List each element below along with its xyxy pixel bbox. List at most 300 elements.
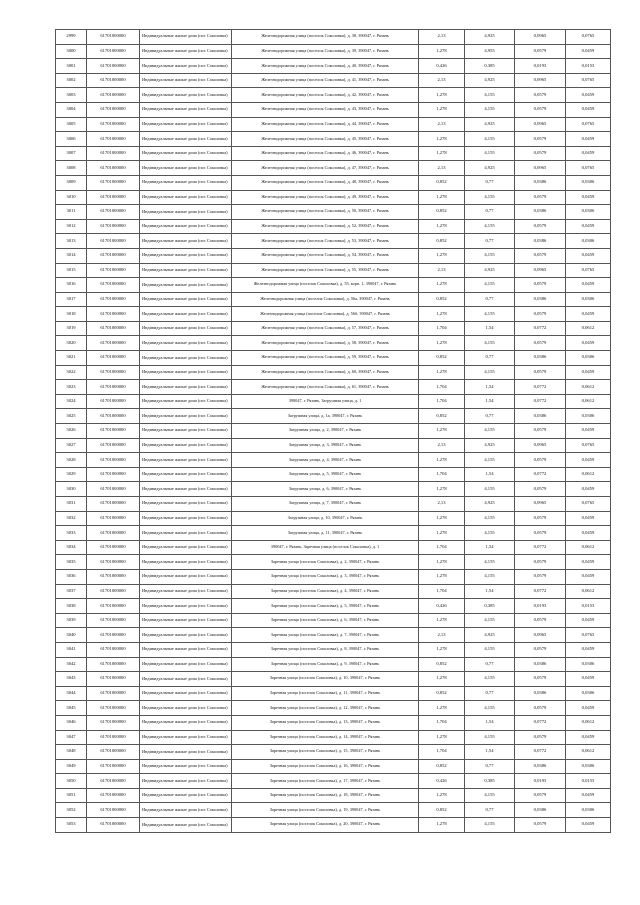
value-3-cell: 0,0965 — [515, 117, 566, 132]
building-type-cell: Индивидуальные жилые дома (пос Соколовка) — [140, 73, 232, 88]
value-4-cell: 0,0612 — [566, 394, 611, 409]
address-cell: Железнодорожная улица (поселок Соколовка), д. 46, 390047, г. Рязань — [232, 146, 419, 161]
value-1-cell: 0,852 — [419, 175, 465, 190]
table-row — [56, 526, 611, 541]
building-type-cell: Индивидуальные жилые дома (пос Соколовка) — [140, 394, 232, 409]
address-cell: Загрушная улица, д. 11, 390047, г. Рязань — [232, 526, 419, 541]
value-2-cell: 4,155 — [465, 424, 515, 439]
address-cell: Заречная улица (поселок Соколовка), д. 15, 390047, г. Рязань — [232, 745, 419, 760]
building-type-cell: Индивидуальные жилые дома (пос Соколовка) — [140, 686, 232, 701]
row-number-cell: 3017 — [56, 292, 87, 307]
value-1-cell: 1,278 — [419, 88, 465, 103]
value-1-cell: 1,278 — [419, 526, 465, 541]
row-number-cell: 3021 — [56, 351, 87, 366]
value-2-cell: 4,155 — [465, 672, 515, 687]
row-number-cell: 3028 — [56, 453, 87, 468]
oktmo-code-cell: 61701000000 — [87, 132, 140, 147]
address-cell: Железнодорожная улица (поселок Соколовка), д. 56а, 390047, г. Рязань — [232, 292, 419, 307]
address-cell: Загрушная улица, д. 5, 390047, г. Рязань — [232, 467, 419, 482]
building-type-cell: Индивидуальные жилые дома (пос Соколовка) — [140, 774, 232, 789]
table-row — [56, 818, 611, 833]
table-row — [56, 292, 611, 307]
building-type-cell: Индивидуальные жилые дома (пос Соколовка) — [140, 759, 232, 774]
oktmo-code-cell: 61701000000 — [87, 394, 140, 409]
value-3-cell: 0,0579 — [515, 672, 566, 687]
row-number-cell: 3027 — [56, 438, 87, 453]
building-type-cell: Индивидуальные жилые дома (пос Соколовка) — [140, 540, 232, 555]
value-1-cell: 1,278 — [419, 132, 465, 147]
row-number-cell: 3023 — [56, 380, 87, 395]
building-type-cell: Индивидуальные жилые дома (пос Соколовка) — [140, 438, 232, 453]
row-number-cell: 3012 — [56, 219, 87, 234]
value-2-cell: 0,77 — [465, 234, 515, 249]
value-1-cell: 1,278 — [419, 190, 465, 205]
value-2-cell: 4,155 — [465, 336, 515, 351]
table-row — [56, 321, 611, 336]
value-2-cell: 4,925 — [465, 438, 515, 453]
address-cell: Железнодорожная улица (поселок Соколовка), д. 42, 390047, г. Рязань — [232, 88, 419, 103]
value-4-cell: 0,0153 — [566, 599, 611, 614]
value-1-cell: 2,13 — [419, 263, 465, 278]
building-type-cell: Индивидуальные жилые дома (пос Соколовка) — [140, 584, 232, 599]
value-1-cell: 1,278 — [419, 511, 465, 526]
value-4-cell: 0,0459 — [566, 482, 611, 497]
address-cell: Загрушная улица, д. 3, 390047, г. Рязань — [232, 438, 419, 453]
building-type-cell: Индивидуальные жилые дома (пос Соколовка) — [140, 59, 232, 74]
oktmo-code-cell: 61701000000 — [87, 175, 140, 190]
value-4-cell: 0,0765 — [566, 73, 611, 88]
value-1-cell: 1,278 — [419, 730, 465, 745]
address-cell: Заречная улица (поселок Соколовка), д. 18, 390047, г. Рязань — [232, 788, 419, 803]
address-cell: Железнодорожная улица (поселок Соколовка), д. 43, 390047, г. Рязань — [232, 102, 419, 117]
value-3-cell: 0,0579 — [515, 132, 566, 147]
value-2-cell: 0,77 — [465, 292, 515, 307]
building-type-cell: Индивидуальные жилые дома (пос Соколовка) — [140, 234, 232, 249]
value-1-cell: 2,13 — [419, 117, 465, 132]
address-cell: Заречная улица (поселок Соколовка), д. 14, 390047, г. Рязань — [232, 730, 419, 745]
address-cell: Заречная улица (поселок Соколовка), д. 10, 390047, г. Рязань — [232, 672, 419, 687]
document-sheet — [55, 29, 610, 833]
oktmo-code-cell: 61701000000 — [87, 146, 140, 161]
value-2-cell: 4,155 — [465, 818, 515, 833]
oktmo-code-cell: 61701000000 — [87, 292, 140, 307]
value-3-cell: 0,0772 — [515, 394, 566, 409]
value-3-cell: 0,0579 — [515, 278, 566, 293]
oktmo-code-cell: 61701000000 — [87, 628, 140, 643]
address-cell: Железнодорожная улица (поселок Соколовка), д. 55, 390047, г. Рязань — [232, 263, 419, 278]
value-2-cell: 1,54 — [465, 715, 515, 730]
value-3-cell: 0,0386 — [515, 409, 566, 424]
value-2-cell: 1,54 — [465, 540, 515, 555]
building-type-cell: Индивидуальные жилые дома (пос Соколовка) — [140, 569, 232, 584]
building-type-cell: Индивидуальные жилые дома (пос Соколовка) — [140, 788, 232, 803]
value-4-cell: 0,0306 — [566, 234, 611, 249]
building-type-cell: Индивидуальные жилые дома (пос Соколовка) — [140, 30, 232, 45]
value-1-cell: 0,852 — [419, 803, 465, 818]
oktmo-code-cell: 61701000000 — [87, 686, 140, 701]
oktmo-code-cell: 61701000000 — [87, 321, 140, 336]
value-3-cell: 0,0193 — [515, 59, 566, 74]
value-3-cell: 0,0386 — [515, 292, 566, 307]
value-1-cell: 1,704 — [419, 467, 465, 482]
table-row — [56, 175, 611, 190]
building-type-cell: Индивидуальные жилые дома (пос Соколовка) — [140, 190, 232, 205]
building-type-cell: Индивидуальные жилые дома (пос Соколовка) — [140, 672, 232, 687]
value-4-cell: 0,0459 — [566, 569, 611, 584]
table-row — [56, 482, 611, 497]
row-number-cell: 3050 — [56, 774, 87, 789]
value-3-cell: 0,0579 — [515, 424, 566, 439]
value-4-cell: 0,0765 — [566, 263, 611, 278]
oktmo-code-cell: 61701000000 — [87, 657, 140, 672]
value-3-cell: 0,0579 — [515, 482, 566, 497]
oktmo-code-cell: 61701000000 — [87, 526, 140, 541]
value-3-cell: 0,0386 — [515, 175, 566, 190]
address-cell: Загрушная улица, д. 7, 390047, г. Рязань — [232, 497, 419, 512]
building-type-cell: Индивидуальные жилые дома (пос Соколовка) — [140, 424, 232, 439]
value-1-cell: 2,13 — [419, 628, 465, 643]
value-4-cell: 0,0459 — [566, 132, 611, 147]
value-2-cell: 0,385 — [465, 599, 515, 614]
row-number-cell: 3053 — [56, 818, 87, 833]
building-type-cell: Индивидуальные жилые дома (пос Соколовка) — [140, 292, 232, 307]
oktmo-code-cell: 61701000000 — [87, 219, 140, 234]
table-row — [56, 715, 611, 730]
table-row — [56, 248, 611, 263]
row-number-cell: 3011 — [56, 205, 87, 220]
value-2-cell: 1,54 — [465, 321, 515, 336]
oktmo-code-cell: 61701000000 — [87, 73, 140, 88]
value-2-cell: 1,54 — [465, 380, 515, 395]
address-cell: Железнодорожная улица (поселок Соколовка), д. 56б, 390047, г. Рязань — [232, 307, 419, 322]
address-cell: 390047, г. Рязань, Загрушная улица, д. 1 — [232, 394, 419, 409]
table-row — [56, 30, 611, 45]
oktmo-code-cell: 61701000000 — [87, 30, 140, 45]
building-type-cell: Индивидуальные жилые дома (пос Соколовка) — [140, 628, 232, 643]
value-4-cell: 0,0612 — [566, 584, 611, 599]
value-1-cell: 0,852 — [419, 657, 465, 672]
value-2-cell: 4,155 — [465, 730, 515, 745]
value-2-cell: 4,155 — [465, 701, 515, 716]
value-3-cell: 0,0965 — [515, 438, 566, 453]
oktmo-code-cell: 61701000000 — [87, 190, 140, 205]
value-4-cell: 0,0459 — [566, 146, 611, 161]
address-cell: Заречная улица (поселок Соколовка), д. 2, 390047, г. Рязань — [232, 555, 419, 570]
building-type-cell: Индивидуальные жилые дома (пос Соколовка) — [140, 701, 232, 716]
value-1-cell: 1,278 — [419, 102, 465, 117]
value-1-cell: 0,852 — [419, 292, 465, 307]
row-number-cell: 3014 — [56, 248, 87, 263]
value-1-cell: 1,278 — [419, 555, 465, 570]
row-number-cell: 3024 — [56, 394, 87, 409]
building-type-cell: Индивидуальные жилые дома (пос Соколовка) — [140, 642, 232, 657]
building-type-cell: Индивидуальные жилые дома (пос Соколовка) — [140, 248, 232, 263]
value-3-cell: 0,0579 — [515, 818, 566, 833]
table-row — [56, 219, 611, 234]
value-3-cell: 0,0386 — [515, 759, 566, 774]
value-4-cell: 0,0459 — [566, 102, 611, 117]
value-2-cell: 4,155 — [465, 307, 515, 322]
oktmo-code-cell: 61701000000 — [87, 730, 140, 745]
building-type-cell: Индивидуальные жилые дома (пос Соколовка) — [140, 351, 232, 366]
address-cell: Железнодорожная улица (поселок Соколовка), д. 47, 390047, г. Рязань — [232, 161, 419, 176]
table-row — [56, 599, 611, 614]
value-4-cell: 0,0459 — [566, 365, 611, 380]
value-3-cell: 0,0579 — [515, 569, 566, 584]
building-type-cell: Индивидуальные жилые дома (пос Соколовка) — [140, 511, 232, 526]
value-1-cell: 2,13 — [419, 438, 465, 453]
value-4-cell: 0,0459 — [566, 526, 611, 541]
table-row — [56, 657, 611, 672]
value-2-cell: 4,155 — [465, 642, 515, 657]
oktmo-code-cell: 61701000000 — [87, 424, 140, 439]
value-4-cell: 0,0459 — [566, 336, 611, 351]
address-cell: Загрушная улица, д. 10, 390047, г. Рязань — [232, 511, 419, 526]
value-1-cell: 0,852 — [419, 205, 465, 220]
value-2-cell: 4,155 — [465, 88, 515, 103]
value-1-cell: 1,278 — [419, 701, 465, 716]
value-4-cell: 0,0459 — [566, 672, 611, 687]
value-2-cell: 4,155 — [465, 788, 515, 803]
value-2-cell: 4,155 — [465, 569, 515, 584]
value-2-cell: 4,155 — [465, 453, 515, 468]
address-cell: Железнодорожная улица (поселок Соколовка), д. 44, 390047, г. Рязань — [232, 117, 419, 132]
value-3-cell: 0,0965 — [515, 628, 566, 643]
oktmo-code-cell: 61701000000 — [87, 818, 140, 833]
value-1-cell: 1,278 — [419, 248, 465, 263]
row-number-cell: 3037 — [56, 584, 87, 599]
oktmo-code-cell: 61701000000 — [87, 467, 140, 482]
value-4-cell: 0,0612 — [566, 467, 611, 482]
table-row — [56, 540, 611, 555]
value-3-cell: 0,0386 — [515, 657, 566, 672]
address-cell: Железнодорожная улица (поселок Соколовка), д. 50, 390047, г. Рязань — [232, 205, 419, 220]
value-1-cell: 1,278 — [419, 365, 465, 380]
value-1-cell: 1,278 — [419, 307, 465, 322]
oktmo-code-cell: 61701000000 — [87, 584, 140, 599]
value-4-cell: 0,0459 — [566, 818, 611, 833]
value-2-cell: 4,155 — [465, 278, 515, 293]
address-cell: Железнодорожная улица (поселок Соколовка), д. 58, 390047, г. Рязань — [232, 336, 419, 351]
table-row — [56, 394, 611, 409]
value-4-cell: 0,0306 — [566, 351, 611, 366]
table-row — [56, 686, 611, 701]
table-row — [56, 774, 611, 789]
table-row — [56, 205, 611, 220]
row-number-cell: 3048 — [56, 745, 87, 760]
value-4-cell: 0,0765 — [566, 30, 611, 45]
value-2-cell: 1,54 — [465, 745, 515, 760]
oktmo-code-cell: 61701000000 — [87, 613, 140, 628]
value-1-cell: 1,278 — [419, 44, 465, 59]
row-number-cell: 3030 — [56, 482, 87, 497]
table-row — [56, 307, 611, 322]
building-type-cell: Индивидуальные жилые дома (пос Соколовка) — [140, 745, 232, 760]
address-cell: Заречная улица (поселок Соколовка), д. 8, 390047, г. Рязань — [232, 642, 419, 657]
address-cell: Железнодорожная улица (поселок Соколовка), д. 45, 390047, г. Рязань — [232, 132, 419, 147]
value-2-cell: 4,925 — [465, 628, 515, 643]
table-row — [56, 234, 611, 249]
oktmo-code-cell: 61701000000 — [87, 365, 140, 380]
building-type-cell: Индивидуальные жилые дома (пос Соколовка) — [140, 497, 232, 512]
table-row — [56, 613, 611, 628]
value-1-cell: 1,704 — [419, 715, 465, 730]
address-cell: Железнодорожная улица (поселок Соколовка), д. 60, 390047, г. Рязань — [232, 365, 419, 380]
row-number-cell: 3008 — [56, 161, 87, 176]
value-3-cell: 0,0965 — [515, 161, 566, 176]
value-3-cell: 0,0579 — [515, 307, 566, 322]
value-2-cell: 4,925 — [465, 73, 515, 88]
table-row — [56, 117, 611, 132]
address-cell: Заречная улица (поселок Соколовка), д. 17, 390047, г. Рязань — [232, 774, 419, 789]
row-number-cell: 3005 — [56, 117, 87, 132]
row-number-cell: 3051 — [56, 788, 87, 803]
value-3-cell: 0,0579 — [515, 642, 566, 657]
value-3-cell: 0,0579 — [515, 788, 566, 803]
value-2-cell: 4,155 — [465, 102, 515, 117]
table-row — [56, 88, 611, 103]
table-row — [56, 453, 611, 468]
building-type-cell: Индивидуальные жилые дома (пос Соколовка) — [140, 409, 232, 424]
value-2-cell: 0,77 — [465, 409, 515, 424]
value-3-cell: 0,0579 — [515, 190, 566, 205]
row-number-cell: 3033 — [56, 526, 87, 541]
building-type-cell: Индивидуальные жилые дома (пос Соколовка) — [140, 526, 232, 541]
value-2-cell: 1,54 — [465, 467, 515, 482]
value-4-cell: 0,0459 — [566, 424, 611, 439]
value-3-cell: 0,0579 — [515, 526, 566, 541]
oktmo-code-cell: 61701000000 — [87, 745, 140, 760]
row-number-cell: 3046 — [56, 715, 87, 730]
row-number-cell: 3000 — [56, 44, 87, 59]
building-type-cell: Индивидуальные жилые дома (пос Соколовка) — [140, 599, 232, 614]
value-4-cell: 0,0612 — [566, 540, 611, 555]
building-type-cell: Индивидуальные жилые дома (пос Соколовка) — [140, 263, 232, 278]
value-2-cell: 4,155 — [465, 511, 515, 526]
value-4-cell: 0,0306 — [566, 292, 611, 307]
value-3-cell: 0,0579 — [515, 248, 566, 263]
address-cell: Железнодорожная улица (поселок Соколовка), д. 52, 390047, г. Рязань — [232, 219, 419, 234]
oktmo-code-cell: 61701000000 — [87, 453, 140, 468]
oktmo-code-cell: 61701000000 — [87, 278, 140, 293]
value-4-cell: 0,0765 — [566, 438, 611, 453]
building-type-cell: Индивидуальные жилые дома (пос Соколовка) — [140, 44, 232, 59]
row-number-cell: 3031 — [56, 497, 87, 512]
row-number-cell: 3016 — [56, 278, 87, 293]
value-4-cell: 0,0153 — [566, 774, 611, 789]
table-row — [56, 380, 611, 395]
oktmo-code-cell: 61701000000 — [87, 540, 140, 555]
value-4-cell: 0,0459 — [566, 555, 611, 570]
building-type-cell: Индивидуальные жилые дома (пос Соколовка) — [140, 102, 232, 117]
value-2-cell: 1,54 — [465, 584, 515, 599]
value-4-cell: 0,0459 — [566, 730, 611, 745]
building-type-cell: Индивидуальные жилые дома (пос Соколовка) — [140, 307, 232, 322]
oktmo-code-cell: 61701000000 — [87, 497, 140, 512]
value-3-cell: 0,0772 — [515, 467, 566, 482]
table-row — [56, 730, 611, 745]
row-number-cell: 3013 — [56, 234, 87, 249]
building-type-cell: Индивидуальные жилые дома (пос Соколовка) — [140, 336, 232, 351]
value-2-cell: 4,155 — [465, 555, 515, 570]
value-3-cell: 0,0579 — [515, 730, 566, 745]
value-4-cell: 0,0459 — [566, 248, 611, 263]
value-2-cell: 0,385 — [465, 774, 515, 789]
oktmo-code-cell: 61701000000 — [87, 599, 140, 614]
address-cell: Загрушная улица, д. 4, 390047, г. Рязань — [232, 453, 419, 468]
value-4-cell: 0,0459 — [566, 642, 611, 657]
value-3-cell: 0,0579 — [515, 219, 566, 234]
value-4-cell: 0,0459 — [566, 278, 611, 293]
building-type-cell: Индивидуальные жилые дома (пос Соколовка) — [140, 365, 232, 380]
value-3-cell: 0,0386 — [515, 234, 566, 249]
value-3-cell: 0,0386 — [515, 351, 566, 366]
value-3-cell: 0,0579 — [515, 555, 566, 570]
row-number-cell: 3038 — [56, 599, 87, 614]
address-cell: Железнодорожная улица (поселок Соколовка), д. 55, корп. 1, 390047, г. Рязань — [232, 278, 419, 293]
value-4-cell: 0,0306 — [566, 175, 611, 190]
table-row — [56, 803, 611, 818]
value-1-cell: 1,278 — [419, 453, 465, 468]
value-4-cell: 0,0459 — [566, 219, 611, 234]
address-cell: Железнодорожная улица (поселок Соколовка), д. 38, 390047, г. Рязань — [232, 30, 419, 45]
value-1-cell: 1,278 — [419, 642, 465, 657]
building-type-cell: Индивидуальные жилые дома (пос Соколовка) — [140, 715, 232, 730]
building-type-cell: Индивидуальные жилые дома (пос Соколовка) — [140, 146, 232, 161]
oktmo-code-cell: 61701000000 — [87, 161, 140, 176]
value-1-cell: 1,278 — [419, 146, 465, 161]
value-2-cell: 0,77 — [465, 175, 515, 190]
value-3-cell: 0,0772 — [515, 715, 566, 730]
building-type-cell: Индивидуальные жилые дома (пос Соколовка) — [140, 161, 232, 176]
row-number-cell: 3010 — [56, 190, 87, 205]
value-1-cell: 0,852 — [419, 234, 465, 249]
oktmo-code-cell: 61701000000 — [87, 307, 140, 322]
address-cell: Загрушная улица, д. 2, 390047, г. Рязань — [232, 424, 419, 439]
table-row — [56, 351, 611, 366]
value-2-cell: 4,155 — [465, 190, 515, 205]
row-number-cell: 3041 — [56, 642, 87, 657]
value-2-cell: 0,77 — [465, 803, 515, 818]
row-number-cell: 3039 — [56, 613, 87, 628]
value-4-cell: 0,0765 — [566, 628, 611, 643]
oktmo-code-cell: 61701000000 — [87, 88, 140, 103]
row-number-cell: 3015 — [56, 263, 87, 278]
table-row — [56, 263, 611, 278]
row-number-cell: 3004 — [56, 102, 87, 117]
value-2-cell: 4,155 — [465, 146, 515, 161]
building-type-cell: Индивидуальные жилые дома (пос Соколовка) — [140, 482, 232, 497]
table-row — [56, 132, 611, 147]
oktmo-code-cell: 61701000000 — [87, 409, 140, 424]
value-3-cell: 0,0579 — [515, 365, 566, 380]
value-2-cell: 4,155 — [465, 482, 515, 497]
value-3-cell: 0,0772 — [515, 745, 566, 760]
table-row — [56, 409, 611, 424]
value-2-cell: 0,77 — [465, 657, 515, 672]
table-row — [56, 584, 611, 599]
address-cell: Заречная улица (поселок Соколовка), д. 12, 390047, г. Рязань — [232, 701, 419, 716]
value-2-cell: 0,385 — [465, 59, 515, 74]
row-number-cell: 3036 — [56, 569, 87, 584]
value-1-cell: 2,13 — [419, 497, 465, 512]
oktmo-code-cell: 61701000000 — [87, 803, 140, 818]
row-number-cell: 3020 — [56, 336, 87, 351]
value-2-cell: 0,77 — [465, 686, 515, 701]
oktmo-code-cell: 61701000000 — [87, 205, 140, 220]
table-row — [56, 278, 611, 293]
address-cell: Заречная улица (поселок Соколовка), д. 11, 390047, г. Рязань — [232, 686, 419, 701]
